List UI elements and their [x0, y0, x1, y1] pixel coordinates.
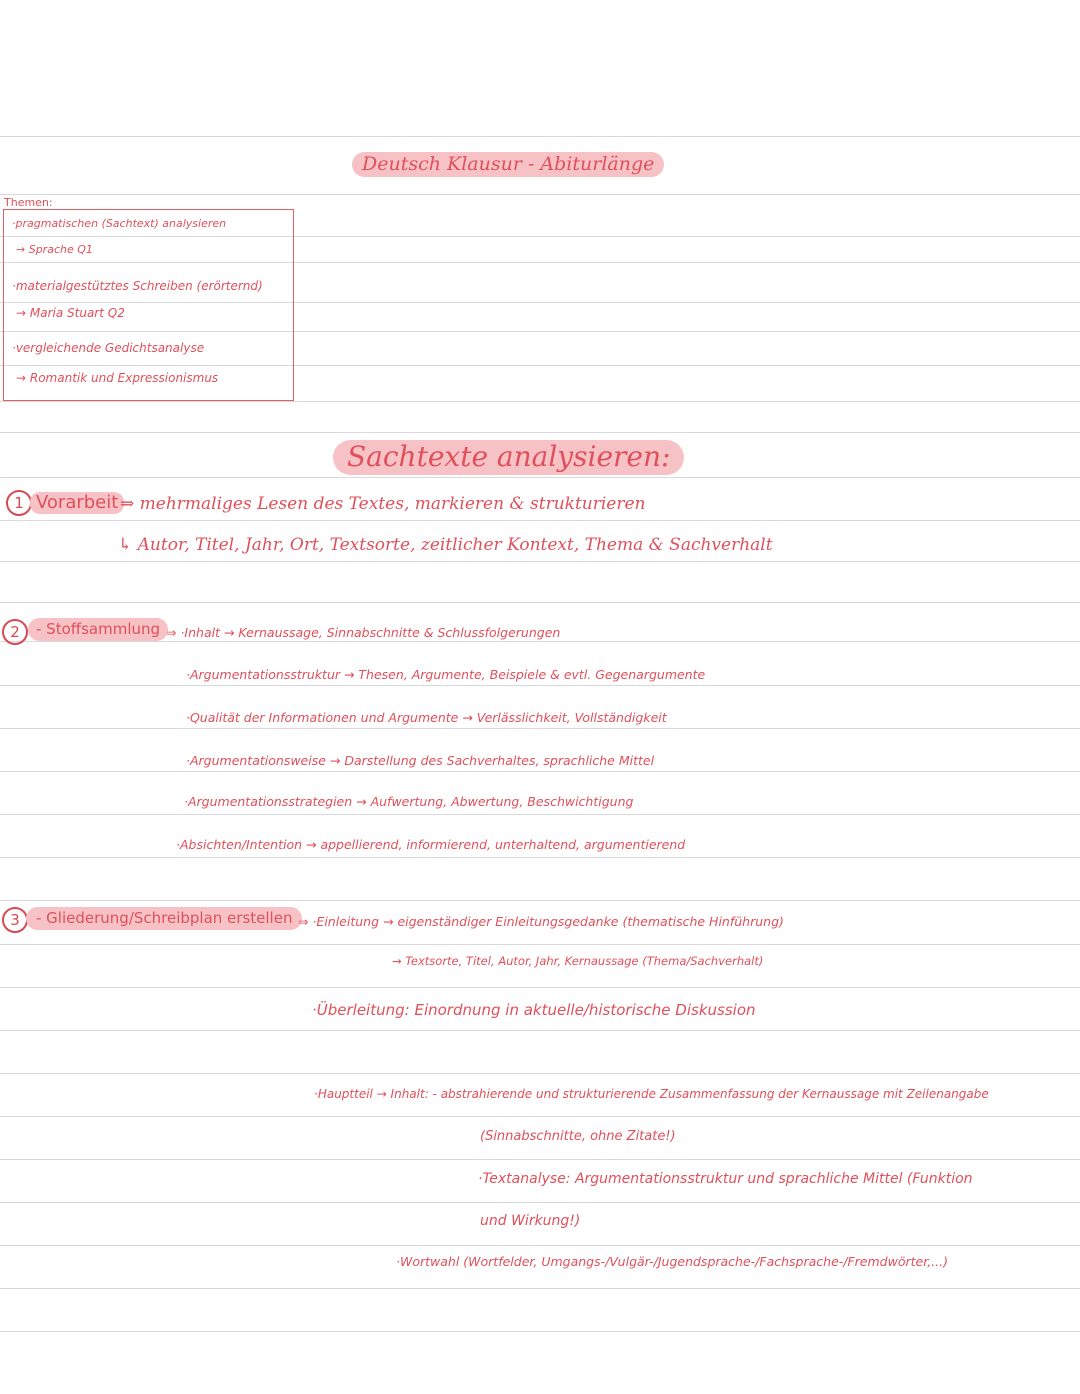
- step-line: ·Absichten/Intention → appellierend, informierend, unterhaltend, argumentierend: [176, 837, 686, 852]
- step-sub: ↳ Autor, Titel, Jahr, Ort, Textsorte, zeitlicher Kontext, Thema & Sachverhalt: [118, 535, 773, 555]
- step-label: - Gliederung/Schreibplan erstellen: [26, 907, 302, 930]
- topic-sub: → Maria Stuart Q2: [16, 306, 125, 320]
- topic-sub: → Romantik und Expressionismus: [16, 371, 219, 385]
- step-line: ·Überleitung: Einordnung in aktuelle/historische Diskussion: [312, 1001, 756, 1019]
- step-arrow-text: ⇒ mehrmaliges Lesen des Textes, markieren & strukturieren: [120, 494, 646, 514]
- topic-line: ·vergleichende Gedichtsanalyse: [12, 341, 205, 355]
- step-line: ·Hauptteil → Inhalt: - abstrahierende und strukturierende Zusammenfassung der Kernaussage mit Zeilenangabe: [314, 1087, 989, 1101]
- page-title: Deutsch Klausur - Abiturlänge: [352, 152, 664, 177]
- step-line: ·Argumentationsweise → Darstellung des Sachverhaltes, sprachliche Mittel: [186, 753, 655, 768]
- step-line: ·Argumentationsstrategien → Aufwertung, Abwertung, Beschwichtigung: [184, 794, 634, 809]
- topic-line: ·pragmatischen (Sachtext) analysieren: [12, 217, 227, 230]
- topics-label: Themen:: [4, 196, 53, 209]
- step-number-3: 3: [2, 907, 28, 933]
- step-number-2: 2: [2, 619, 28, 645]
- step-line: ⇒ ·Einleitung → eigenständiger Einleitungsgedanke (thematische Hinführung): [298, 914, 784, 929]
- section-heading: Sachtexte analysieren:: [333, 440, 684, 475]
- step-line: ·Argumentationsstruktur → Thesen, Argumente, Beispiele & evtl. Gegenargumente: [186, 667, 706, 682]
- topic-sub: → Sprache Q1: [16, 243, 93, 256]
- step-line: und Wirkung!): [480, 1213, 581, 1229]
- step-line: ·Qualität der Informationen und Argumente → Verlässlichkeit, Vollständigkeit: [186, 710, 667, 725]
- step-label: - Stoffsammlung: [28, 618, 168, 641]
- step-number-1: 1: [6, 490, 32, 516]
- step-line: ⇒ ·Inhalt → Kernaussage, Sinnabschnitte & Schlussfolgerungen: [166, 625, 561, 640]
- step-line: ·Textanalyse: Argumentationsstruktur und sprachliche Mittel (Funktion: [478, 1171, 973, 1187]
- step-line: (Sinnabschnitte, ohne Zitate!): [480, 1129, 676, 1144]
- topic-line: ·materialgestütztes Schreiben (erörternd): [12, 279, 263, 293]
- step-line: ·Wortwahl (Wortfelder, Umgangs-/Vulgär-/Jugendsprache-/Fachsprache-/Fremdwörter,...): [396, 1254, 948, 1269]
- step-label: Vorarbeit: [30, 492, 124, 514]
- step-line: → Textsorte, Titel, Autor, Jahr, Kernaussage (Thema/Sachverhalt): [392, 954, 764, 968]
